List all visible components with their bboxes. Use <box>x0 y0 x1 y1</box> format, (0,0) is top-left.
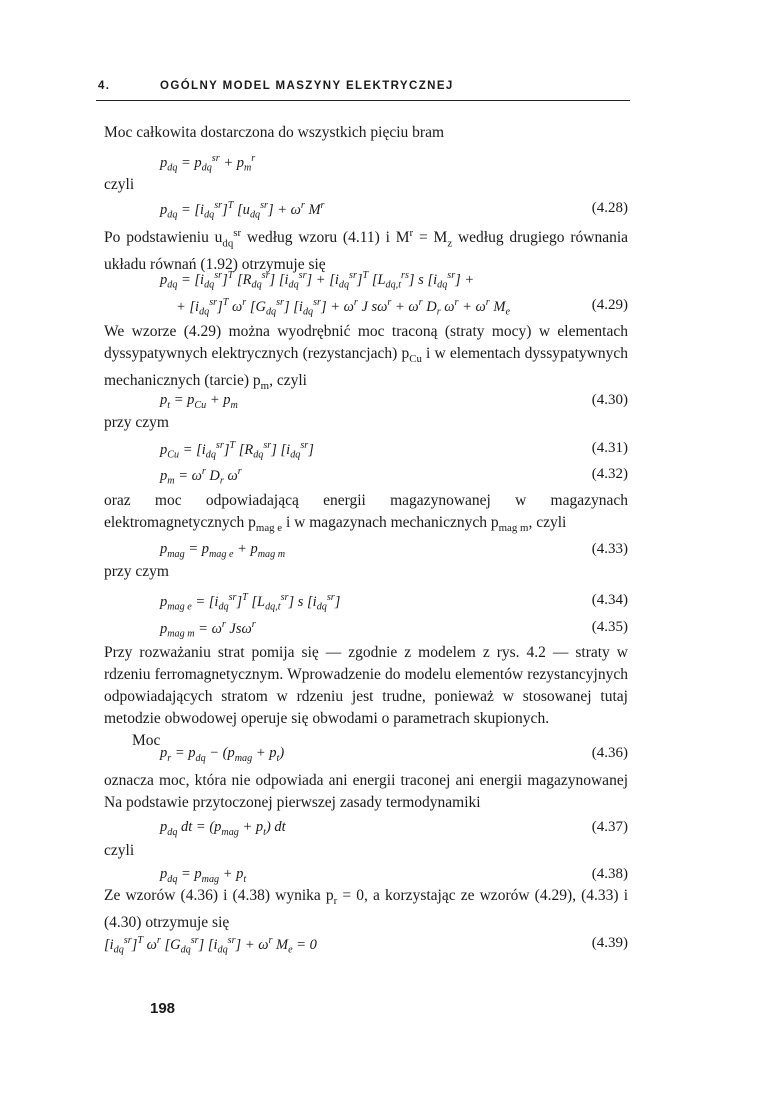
equation-number: (4.30) <box>591 392 628 408</box>
equation: $p_{mag m} = \omega^r$ Jsω$^r$ <box>160 619 256 640</box>
equation-number: (4.31) <box>591 440 628 456</box>
paragraph: Moc całkowita dostarczona do wszystkich pięciu bram <box>104 124 445 141</box>
equation: $p_{dq} = p_{dq}^{sr} + p_m^r$ <box>160 153 256 174</box>
equation-number: (4.28) <box>591 200 628 216</box>
equation-number: (4.38) <box>591 866 628 882</box>
equation-number: (4.29) <box>591 297 628 313</box>
equation: $p_{dq} = [i_{dq}^{sr}]^T$ $[R_{dq}^{sr}] [i_{dq}^{sr}] + [i_{dq}^{sr}]^T$ $[L_{dq,t}^{rs}]$ s $[i_{dq}^{sr}]$ + <box>160 270 475 291</box>
equation: $p_{Cu} = [i_{dq}^{sr}]^T$ $[R_{dq}^{sr}]$ $[i_{dq}^{sr}]$ <box>160 440 314 461</box>
equation: $p_m = \omega^r$ $D_r$ $\omega^r$ <box>160 466 242 487</box>
paragraph: Przy rozważaniu strat pomija się — zgodnie z modelem z rys. 4.2 — straty w rdzeniu ferromagnetycznym. Wprowadzenie do modelu elementów rezystancyjnych odpowiadających stratom w rdzeniu jest trudne, ponieważ w stosowanej tutaj metodzie obwodowej operuje się obwodami o parametrach skupionych. <box>104 644 628 727</box>
equation: $p_{dq} = p_{mag} + p_t$ <box>160 866 247 885</box>
equation-number: (4.37) <box>591 819 628 835</box>
page-number: 198 <box>150 1000 176 1017</box>
running-header <box>98 80 628 92</box>
equation: $p_t = p_{Cu} + p_m$ <box>160 392 238 411</box>
paragraph: Ze wzorów (4.36) i (4.38) wynika $p_r = 0$, a korzystając ze wzorów (4.29), (4.33) i (4.30) otrzymuje się <box>104 887 629 932</box>
chapter-title: OGÓLNY MODEL MASZYNY ELEKTRYCZNEJ <box>160 80 454 92</box>
equation: $p_{mag e} = [i_{dq}^{sr}]^T$ $[L_{dq,t}^{sr}]$ s $[i_{dq}^{sr}]$ <box>160 592 341 613</box>
header-rule <box>96 100 630 101</box>
chapter-number: 4. <box>98 80 111 92</box>
paragraph: Po podstawieniu $u_{dq}^{sr}$ według wzoru (4.11) i $M^r = M_z$ według drugiego równania układu równań (1.92) otrzymuje się <box>104 227 629 274</box>
paragraph: przy czym <box>104 414 169 431</box>
paragraph: We wzorze (4.29) można wyodrębnić moc traconą (straty mocy) w elementach dyssypatywnych elektrycznych (rezystancjach) $p_{Cu}$ i w elementach dyssypatywnych mechanicznych (tarcie) $p_m$, czyli <box>104 323 629 393</box>
paragraph: przy czym <box>104 563 169 580</box>
paragraph: Moc <box>132 732 161 749</box>
equation: $p_{dq}$ dt = $(p_{mag} + p_t)$ dt <box>160 819 286 838</box>
paragraph: czyli <box>104 842 135 859</box>
equation-number: (4.33) <box>591 541 628 557</box>
equation: $[i_{dq}^{sr}]^T$ $\omega^r$ $[G_{dq}^{sr}] [i_{dq}^{sr}] + \omega^r$ $M_e = 0$ <box>104 935 317 956</box>
equation-number: (4.35) <box>591 619 628 635</box>
paragraph: oraz moc odpowiadającą energii magazynowanej w magazynach elektromagnetycznych $p_{mag e}$ i w magazynach mechanicznych $p_{mag m}$, czyli <box>104 492 628 535</box>
paragraph: czyli <box>104 176 135 193</box>
equation-number: (4.36) <box>591 745 628 761</box>
equation: + $[i_{dq}^{sr}]^T$ $\omega^r$ $[G_{dq}^{sr}] [i_{dq}^{sr}] + \omega^r$ J $s\omega^r + \omega^r$ $D_r$ $\omega^r + \omega^r$ $M_e$ <box>176 297 510 318</box>
equation-number: (4.34) <box>591 592 628 608</box>
equation: $p_r = p_{dq} - (p_{mag} + p_t)$ <box>160 745 285 764</box>
equation-number: (4.39) <box>591 935 628 951</box>
equation: $p_{mag} = p_{mag e} + p_{mag m}$ <box>160 541 286 560</box>
equation: $p_{dq} = [i_{dq}^{sr}]^T$ $[u_{dq}^{sr}] + \omega^r$ $M^r$ <box>160 200 325 221</box>
paragraph: oznacza moc, która nie odpowiada ani energii traconej ani energii magazynowanej Na podstawie przytoczonej pierwszej zasady termodynamiki <box>104 772 628 811</box>
equation-number: (4.32) <box>591 466 628 482</box>
